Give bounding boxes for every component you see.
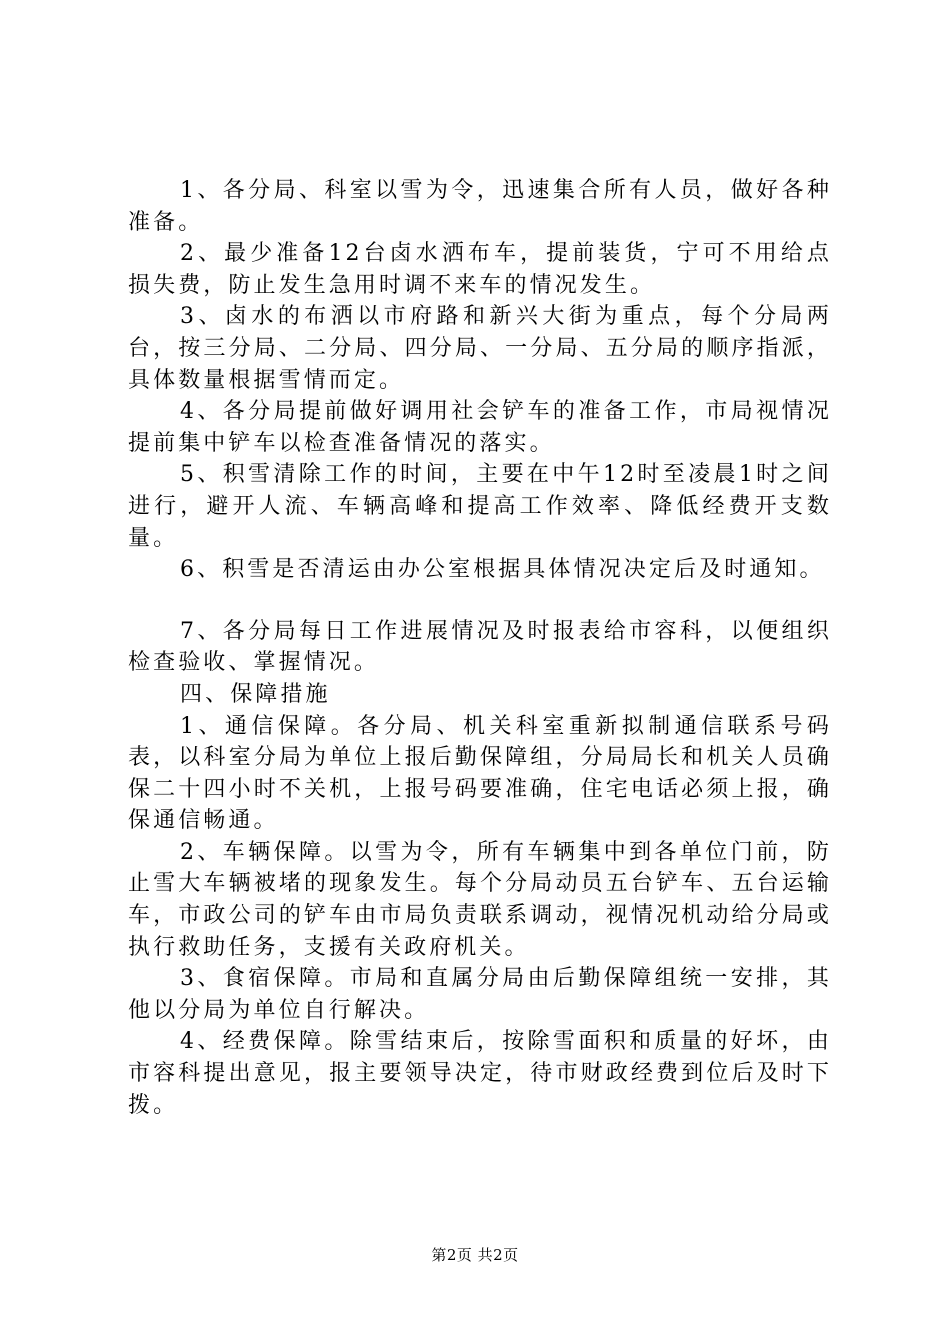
paragraph-prep-6: 6、积雪是否清运由办公室根据具体情况决定后及时通知。 xyxy=(180,557,825,583)
page-footer: 第2页 共2页 xyxy=(431,1246,519,1264)
paragraph-guarantee-2: 2、车辆保障。以雪为令，所有车辆集中到各单位门前，防止雪大车辆被堵的现象发生。每个分局动员五台铲车、五台运输车，市政公司的铲车由市局负责联系调动，视情况机动给分局或执行救助任务，支援有关政府机关。 xyxy=(128,839,832,960)
paragraph-guarantee-4: 4、经费保障。除雪结束后，按除雪面积和质量的好坏，由市容科提出意见，报主要领导决定，待市财政经费到位后及时下拨。 xyxy=(128,1029,832,1118)
paragraph-prep-2: 2、最少准备12台卤水洒布车，提前装货，宁可不用给点损失费，防止发生急用时调不来车的情况发生。 xyxy=(128,241,832,298)
paragraph-gap xyxy=(128,586,832,616)
paragraph-prep-3: 3、卤水的布洒以市府路和新兴大街为重点，每个分局两台，按三分局、二分局、四分局、一分局、五分局的顺序指派，具体数量根据雪情而定。 xyxy=(128,304,832,393)
paragraph-guarantee-1: 1、通信保障。各分局、机关科室重新拟制通信联系号码表，以科室分局为单位上报后勤保障组，分局局长和机关人员确保二十四小时不关机，上报号码要准确，住宅电话必须上报，确保通信畅通。 xyxy=(128,713,832,834)
section-heading-guarantee: 四、保障措施 xyxy=(180,681,331,707)
paragraph-prep-5: 5、积雪清除工作的时间，主要在中午12时至凌晨1时之间进行，避开人流、车辆高峰和提高工作效率、降低经费开支数量。 xyxy=(128,462,832,551)
document-body xyxy=(128,175,832,1121)
paragraph-guarantee-3: 3、食宿保障。市局和直属分局由后勤保障组统一安排，其他以分局为单位自行解决。 xyxy=(128,966,832,1023)
paragraph-prep-7: 7、各分局每日工作进展情况及时报表给市容科，以便组织检查验收、掌握情况。 xyxy=(128,618,832,676)
paragraph-prep-4: 4、各分局提前做好调用社会铲车的准备工作，市局视情况提前集中铲车以检查准备情况的落实。 xyxy=(128,399,832,456)
paragraph-prep-1: 1、各分局、科室以雪为令，迅速集合所有人员，做好各种准备。 xyxy=(128,178,832,235)
